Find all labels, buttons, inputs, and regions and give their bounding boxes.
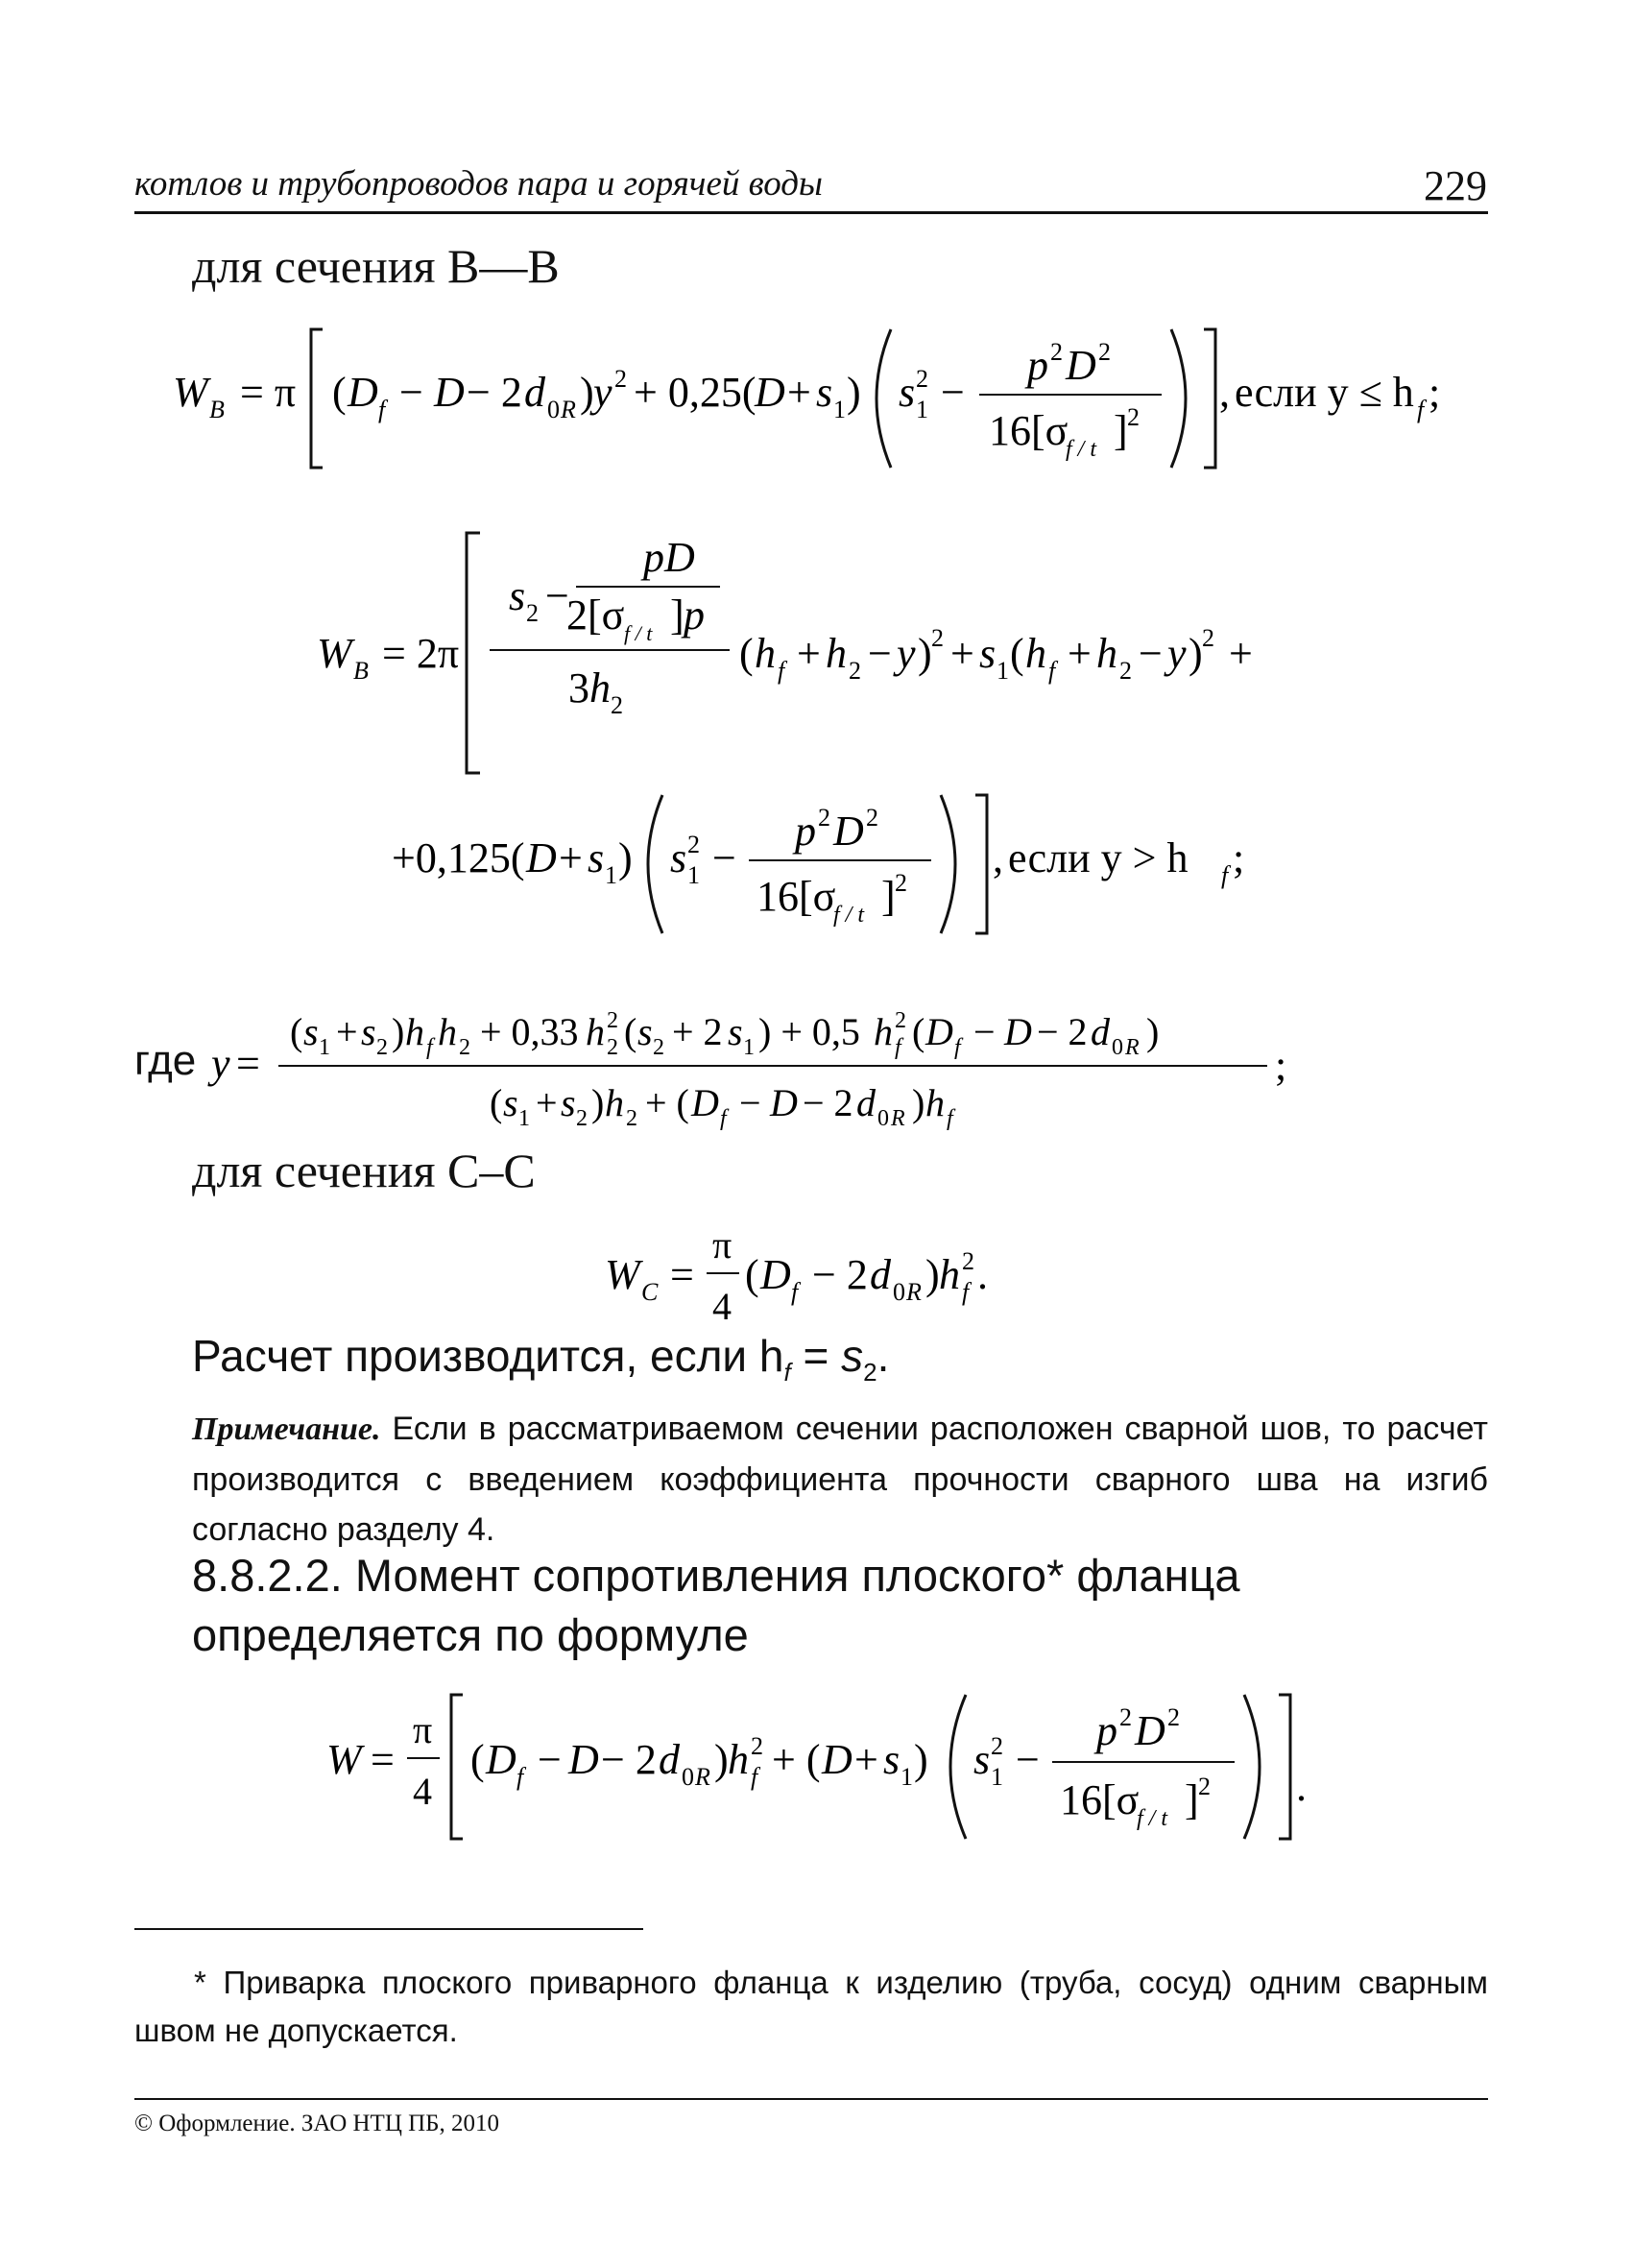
svg-text:s: s: [883, 1736, 901, 1783]
svg-text:h: h: [589, 664, 611, 712]
calc-condition-text: Расчет производится, если h: [192, 1331, 784, 1381]
svg-text:D: D: [755, 369, 785, 416]
svg-text:R: R: [561, 396, 576, 423]
svg-text:−: −: [712, 834, 736, 881]
svg-text:− 2: − 2: [467, 369, 522, 416]
svg-text:f: f: [1417, 396, 1425, 423]
svg-text:h: h: [826, 630, 847, 677]
svg-text:,: ,: [993, 834, 1003, 881]
calc-condition: Расчет производится, если $h_f = s_2$.: [192, 1331, 890, 1387]
svg-text:(: (: [470, 1736, 485, 1783]
svg-text:h: h: [874, 1010, 893, 1053]
svg-text:− 2: − 2: [812, 1251, 868, 1298]
svg-text:2: 2: [818, 804, 830, 832]
running-header: котлов и трубопроводов пара и горячей воды: [134, 164, 823, 204]
svg-text:;: ;: [1429, 369, 1441, 416]
svg-text:(: (: [624, 1010, 637, 1053]
svg-text:2: 2: [991, 1732, 1003, 1760]
svg-text:+: +: [854, 1736, 878, 1783]
svg-text:2: 2: [576, 1106, 588, 1131]
svg-text:2: 2: [1119, 1703, 1132, 1731]
svg-text:R: R: [906, 1278, 922, 1306]
svg-text:2: 2: [687, 831, 700, 858]
svg-text:2: 2: [895, 869, 907, 897]
svg-text:0: 0: [547, 396, 560, 423]
svg-text:1: 1: [916, 396, 928, 423]
condition-wb2: если y > h: [1008, 834, 1189, 881]
svg-text:2: 2: [1127, 403, 1140, 431]
svg-text:2[σ: 2[σ: [566, 591, 625, 639]
svg-text:D: D: [434, 369, 465, 416]
svg-text:f: f: [791, 1278, 799, 1306]
svg-text:(: (: [745, 1251, 759, 1298]
svg-text:f: f: [947, 1106, 953, 1131]
formula-w: [317, 1685, 1325, 1848]
svg-text:): ): [1146, 1010, 1160, 1053]
svg-text:f: f: [426, 1035, 433, 1060]
svg-text:+ (: + (: [772, 1736, 821, 1783]
svg-text:,: ,: [1219, 369, 1230, 416]
svg-text:h: h: [438, 1010, 457, 1053]
svg-text:1: 1: [997, 657, 1009, 685]
formula-wb-2: [288, 523, 1344, 783]
svg-text:+: +: [559, 834, 583, 881]
svg-text:): ): [580, 369, 594, 416]
svg-text:−: −: [399, 369, 423, 416]
svg-text:4: 4: [413, 1770, 432, 1813]
svg-text:d: d: [856, 1081, 876, 1124]
svg-text:f: f: [962, 1278, 970, 1306]
svg-text:): ): [392, 1010, 405, 1053]
svg-text:− 2: − 2: [803, 1081, 853, 1124]
paragraph-8-8-2-2: 8.8.2.2. Момент сопротивления плоского* фланца определяется по формуле: [192, 1550, 1240, 1660]
svg-text:1: 1: [901, 1763, 913, 1791]
svg-text:.: .: [1296, 1763, 1307, 1810]
svg-text:]: ]: [1185, 1776, 1199, 1823]
svg-text:2: 2: [1202, 624, 1214, 652]
svg-text:2: 2: [607, 1008, 618, 1033]
svg-text:D: D: [568, 1736, 599, 1783]
svg-text:W: W: [317, 630, 352, 677]
svg-text:B: B: [209, 396, 225, 423]
svg-text:pD: pD: [643, 534, 695, 581]
svg-text:0: 0: [682, 1763, 694, 1791]
svg-text:2: 2: [866, 804, 878, 832]
svg-text:− 2: − 2: [601, 1736, 657, 1783]
svg-text:): ): [591, 1081, 605, 1124]
svg-text:(: (: [490, 1081, 503, 1124]
svg-text:2: 2: [916, 365, 928, 393]
svg-text:f: f: [516, 1763, 524, 1791]
svg-text:=: =: [371, 1736, 395, 1783]
svg-text:D: D: [770, 1081, 798, 1124]
svg-text:1: 1: [991, 1763, 1003, 1791]
svg-text:=: =: [236, 1040, 260, 1087]
svg-text:2: 2: [1050, 338, 1063, 366]
svg-text:+ 0,33: + 0,33: [480, 1010, 579, 1053]
svg-text:D: D: [691, 1081, 719, 1124]
svg-text:2: 2: [526, 599, 539, 627]
svg-text:π: π: [712, 1223, 732, 1267]
svg-text:): ): [925, 1251, 940, 1298]
svg-text:+: +: [1229, 630, 1253, 677]
svg-text:−: −: [739, 1081, 761, 1124]
svg-text:f: f: [378, 396, 386, 423]
svg-text:+: +: [1068, 630, 1092, 677]
svg-text:2: 2: [376, 1035, 388, 1060]
svg-text:2: 2: [1119, 657, 1132, 685]
svg-text:d: d: [1091, 1010, 1110, 1053]
svg-text:]: ]: [1114, 407, 1128, 454]
svg-text:2: 2: [895, 1008, 906, 1033]
svg-text:4: 4: [712, 1285, 732, 1328]
svg-text:+ (: + (: [645, 1081, 689, 1124]
svg-text:f: f: [1221, 861, 1229, 889]
svg-text:D: D: [1066, 342, 1096, 389]
svg-text:s: s: [503, 1081, 518, 1124]
formula-wb-2-continued: [374, 787, 1334, 941]
svg-text:W: W: [605, 1251, 640, 1298]
svg-text:2: 2: [962, 1247, 974, 1275]
svg-text:D: D: [822, 1736, 853, 1783]
svg-text:= 2π: = 2π: [382, 630, 460, 677]
footnote: * Приварка плоского приварного фланца к изделию (труба, сосуд) одним сварным швом не допускается.: [134, 1965, 1488, 2048]
svg-text:d: d: [870, 1251, 891, 1298]
svg-text:h: h: [586, 1010, 605, 1053]
note-block: [192, 1404, 1488, 1555]
svg-text:2: 2: [626, 1106, 637, 1131]
svg-text:D: D: [925, 1010, 953, 1053]
svg-text:1: 1: [743, 1035, 755, 1060]
svg-text:R: R: [891, 1106, 905, 1131]
svg-text:(: (: [912, 1010, 925, 1053]
svg-text:−: −: [973, 1010, 996, 1053]
svg-text:h: h: [605, 1081, 624, 1124]
svg-text:2: 2: [614, 365, 627, 393]
footer-rule: [134, 2098, 1488, 2100]
svg-text:s: s: [670, 834, 687, 881]
svg-text:): ): [618, 834, 633, 881]
svg-text:): ): [912, 1081, 925, 1124]
formula-y: [202, 999, 1498, 1133]
svg-text:y: y: [593, 369, 612, 416]
svg-text:D: D: [1135, 1707, 1165, 1754]
svg-text:R: R: [695, 1763, 710, 1791]
svg-text:D: D: [348, 369, 378, 416]
svg-text:]: ]: [670, 591, 684, 639]
svg-text:2: 2: [1098, 338, 1111, 366]
svg-text:f: f: [720, 1106, 727, 1131]
svg-text:s: s: [816, 369, 833, 416]
svg-text:;: ;: [1275, 1042, 1287, 1089]
svg-text:+ 0,25(: + 0,25(: [634, 369, 756, 416]
svg-text:d: d: [524, 369, 545, 416]
svg-text:]: ]: [881, 873, 896, 920]
svg-text:f / t: f / t: [833, 903, 865, 928]
svg-text:): ): [914, 1736, 928, 1783]
svg-text:(: (: [1010, 630, 1024, 677]
svg-text:h: h: [1096, 630, 1117, 677]
svg-text:y: y: [1167, 630, 1187, 677]
svg-text:p: p: [684, 591, 705, 639]
svg-text:f: f: [954, 1035, 961, 1060]
svg-text:+ 2: + 2: [672, 1010, 723, 1053]
svg-text:D: D: [486, 1736, 516, 1783]
svg-text:1: 1: [833, 396, 846, 423]
svg-text:h: h: [1025, 630, 1046, 677]
svg-text:2: 2: [1167, 1703, 1180, 1731]
section-cc-label: для сечения С–С: [192, 1144, 536, 1197]
svg-text:0: 0: [877, 1106, 889, 1131]
svg-text:d: d: [659, 1736, 680, 1783]
svg-text:2: 2: [653, 1035, 664, 1060]
note-label: Примечание.: [192, 1411, 381, 1447]
svg-text:B: B: [353, 657, 369, 685]
svg-text:h: h: [755, 630, 776, 677]
svg-text:1: 1: [319, 1035, 330, 1060]
svg-text:C: C: [641, 1278, 659, 1306]
svg-text:3: 3: [568, 664, 589, 712]
svg-text:h: h: [939, 1251, 960, 1298]
svg-text:(: (: [739, 630, 754, 677]
svg-text:+: +: [787, 369, 811, 416]
svg-text:f / t: f / t: [624, 621, 653, 645]
svg-text:+0,125(: +0,125(: [392, 834, 525, 881]
header-rule: [134, 211, 1488, 214]
svg-text:(: (: [290, 1010, 303, 1053]
svg-text:2: 2: [849, 657, 861, 685]
formula-wb-1: [144, 322, 1488, 475]
svg-text:+: +: [797, 630, 821, 677]
formula-wc: [595, 1219, 1094, 1344]
svg-text:s: s: [588, 834, 605, 881]
svg-text:W: W: [173, 369, 208, 416]
svg-text:+: +: [336, 1010, 358, 1053]
svg-text:.: .: [977, 1251, 988, 1298]
section-bb-label: для сечения В—В: [192, 239, 560, 293]
svg-text:s: s: [561, 1081, 576, 1124]
svg-text:0: 0: [893, 1278, 905, 1306]
svg-text:s: s: [979, 630, 997, 677]
svg-text:s: s: [973, 1736, 991, 1783]
svg-text:0: 0: [1112, 1035, 1123, 1060]
svg-text:π: π: [413, 1708, 433, 1751]
svg-text:): ): [1189, 630, 1203, 677]
where-label: где: [134, 1037, 197, 1084]
svg-text:D: D: [526, 834, 557, 881]
svg-text:2: 2: [607, 1035, 618, 1060]
svg-text:2: 2: [1198, 1773, 1211, 1800]
svg-text:1: 1: [605, 861, 617, 889]
svg-text:s: s: [899, 369, 916, 416]
svg-text:;: ;: [1233, 834, 1245, 881]
svg-text:y: y: [897, 630, 916, 677]
svg-text:h: h: [728, 1736, 749, 1783]
svg-text:2: 2: [459, 1035, 470, 1060]
svg-text:) + 0,5: ) + 0,5: [758, 1010, 860, 1053]
note-text: Если в рассматриваемом сечении расположен сварной шов, то расчет производится с введением коэффициента прочности сварного шва на изгиб согласно разделу 4.: [192, 1411, 1488, 1548]
svg-text:W: W: [326, 1736, 362, 1783]
svg-text:−: −: [941, 369, 965, 416]
svg-text:+: +: [950, 630, 974, 677]
svg-text:): ): [714, 1736, 729, 1783]
svg-text:−: −: [538, 1736, 562, 1783]
svg-text:f: f: [778, 657, 785, 685]
svg-text:+: +: [536, 1081, 558, 1124]
svg-text:p: p: [795, 808, 816, 855]
svg-text:−: −: [1139, 630, 1163, 677]
svg-text:s: s: [361, 1010, 376, 1053]
svg-text:f / t: f / t: [1066, 437, 1097, 462]
svg-text:D: D: [1004, 1010, 1032, 1053]
svg-text:2: 2: [931, 624, 944, 652]
svg-text:−: −: [868, 630, 892, 677]
svg-text:s: s: [637, 1010, 653, 1053]
svg-text:h: h: [405, 1010, 424, 1053]
svg-text:− 2: − 2: [1037, 1010, 1088, 1053]
svg-text:(: (: [332, 369, 347, 416]
svg-text:16[σ: 16[σ: [1060, 1776, 1140, 1823]
svg-text:D: D: [833, 808, 864, 855]
svg-text:2: 2: [611, 691, 623, 719]
svg-text:D: D: [760, 1251, 791, 1298]
svg-text:f: f: [895, 1035, 901, 1060]
svg-text:f: f: [1048, 657, 1056, 685]
svg-text:s: s: [728, 1010, 743, 1053]
svg-text:1: 1: [687, 861, 700, 889]
svg-text:f: f: [751, 1763, 758, 1791]
copyright: © Оформление. ЗАО НТЦ ПБ, 2010: [134, 2111, 500, 2136]
svg-text:p: p: [1027, 342, 1048, 389]
svg-text:=: =: [670, 1251, 694, 1298]
svg-text:2: 2: [751, 1732, 763, 1760]
svg-text:y: y: [211, 1040, 230, 1087]
svg-text:s: s: [303, 1010, 319, 1053]
svg-text:= π: = π: [240, 369, 297, 416]
svg-text:h: h: [925, 1081, 945, 1124]
svg-text:f / t: f / t: [1137, 1806, 1168, 1831]
svg-text:−: −: [545, 572, 569, 619]
svg-text:p: p: [1096, 1707, 1117, 1754]
svg-text:): ): [847, 369, 861, 416]
svg-text:s: s: [509, 572, 526, 619]
condition-wb1: если y ≤ h: [1235, 369, 1414, 416]
svg-text:): ): [918, 630, 932, 677]
svg-text:−: −: [1016, 1736, 1040, 1783]
svg-text:1: 1: [518, 1106, 530, 1131]
footnote-rule: [134, 1928, 643, 1930]
svg-text:R: R: [1125, 1035, 1140, 1060]
svg-text:16[σ: 16[σ: [756, 873, 836, 920]
svg-text:16[σ: 16[σ: [989, 407, 1069, 454]
page-number: 229: [1424, 162, 1487, 209]
